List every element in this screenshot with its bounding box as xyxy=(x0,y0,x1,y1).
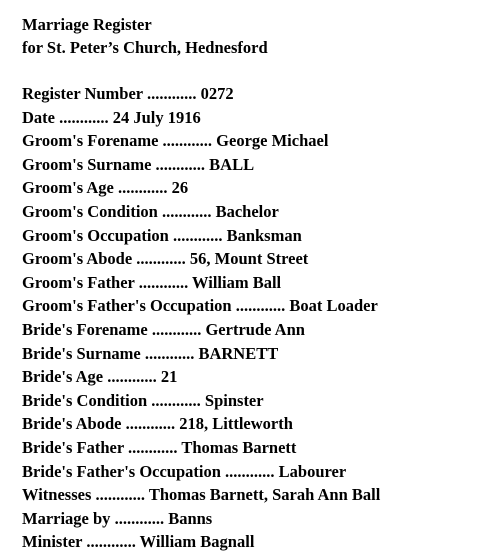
entry-value: William Bagnall xyxy=(139,532,255,552)
entry-label: Bride's Forename xyxy=(22,319,148,339)
entry-value: 218, Littleworth xyxy=(179,414,293,434)
entry-value: 56, Mount Street xyxy=(189,249,309,269)
entry-register-number xyxy=(22,82,492,106)
entry-groom-forename xyxy=(22,129,492,153)
entry-label: Bride's Condition xyxy=(22,390,148,410)
entry-marriage-by xyxy=(22,507,492,531)
entry-bride-age xyxy=(22,365,492,389)
entry-label: Marriage by xyxy=(22,508,111,528)
entry-value: Banns xyxy=(168,508,213,528)
entry-value: George Michael xyxy=(216,131,329,151)
entry-separator: ............ xyxy=(136,249,186,269)
entry-label: Groom's Occupation xyxy=(22,225,169,245)
entry-separator: ............ xyxy=(151,390,201,410)
entry-bride-forename xyxy=(22,318,492,342)
entry-value: Thomas Barnett, Sarah Ann Ball xyxy=(148,485,381,505)
entry-groom-condition xyxy=(22,200,492,224)
entry-bride-condition xyxy=(22,389,492,413)
entry-bride-abode xyxy=(22,412,492,436)
entry-separator: ............ xyxy=(59,107,109,127)
document-subtitle: for St. Peter’s Church, Hednesford xyxy=(22,38,268,57)
entry-value: Banksman xyxy=(226,225,302,245)
entry-value: Boat Loader xyxy=(289,296,378,316)
entry-bride-father-occupation xyxy=(22,460,492,484)
entry-bride-surname xyxy=(22,342,492,366)
entry-separator: ............ xyxy=(86,532,136,552)
entry-value: 26 xyxy=(171,178,189,198)
entry-label: Groom's Condition xyxy=(22,201,158,221)
entry-separator: ............ xyxy=(95,485,145,505)
entry-label: Groom's Father's Occupation xyxy=(22,296,232,316)
entry-value: BALL xyxy=(209,154,255,174)
entry-separator: ............ xyxy=(161,201,212,221)
entry-label: Groom's Father xyxy=(22,272,135,292)
entry-label: Groom's Abode xyxy=(22,249,133,269)
entry-bride-father xyxy=(22,436,492,460)
entry-separator: ............ xyxy=(235,296,286,316)
entry-label: Bride's Surname xyxy=(22,343,141,363)
entry-value: BARNETT xyxy=(198,343,279,363)
title-spacer xyxy=(22,59,492,82)
entry-separator: ............ xyxy=(125,414,176,434)
entry-separator: ............ xyxy=(144,343,195,363)
entry-separator: ............ xyxy=(138,272,189,292)
entry-separator: ............ xyxy=(146,84,197,103)
entry-separator: ............ xyxy=(172,225,223,245)
entry-groom-abode xyxy=(22,247,492,271)
entry-witnesses xyxy=(22,483,492,507)
entry-label: Bride's Age xyxy=(22,367,104,387)
entry-separator: ............ xyxy=(107,367,157,387)
entry-label: Groom's Surname xyxy=(22,154,152,174)
entry-value: Bachelor xyxy=(215,201,279,221)
entry-label: Register Number xyxy=(22,84,143,103)
entry-separator: ............ xyxy=(114,508,165,528)
entry-value: 0272 xyxy=(200,84,234,103)
entry-value: Spinster xyxy=(204,390,264,410)
entry-label: Groom's Forename xyxy=(22,131,159,151)
entry-value: William Ball xyxy=(192,272,282,292)
entry-value: Thomas Barnett xyxy=(181,437,297,457)
entry-separator: ............ xyxy=(128,437,178,457)
entry-separator: ............ xyxy=(151,319,202,339)
entry-separator: ............ xyxy=(155,154,206,174)
entry-groom-age xyxy=(22,176,492,200)
entry-groom-occupation xyxy=(22,224,492,248)
entry-groom-father xyxy=(22,271,492,295)
entry-label: Bride's Father xyxy=(22,437,124,457)
document-title: Marriage Register xyxy=(22,15,152,34)
entry-separator: ............ xyxy=(162,131,213,151)
entry-label: Date xyxy=(22,107,55,127)
entry-separator: ............ xyxy=(117,178,168,198)
entry-value: 21 xyxy=(160,367,178,387)
entry-value: Labourer xyxy=(278,461,347,481)
entry-value: Gertrude Ann xyxy=(205,319,305,339)
marriage-register-document xyxy=(22,13,492,554)
entry-label: Bride's Abode xyxy=(22,414,122,434)
entry-groom-father-occupation xyxy=(22,294,492,318)
entry-date xyxy=(22,106,492,130)
entry-separator: ............ xyxy=(225,461,275,481)
entry-label: Groom's Age xyxy=(22,178,114,198)
entry-label: Witnesses xyxy=(22,485,92,505)
entry-groom-surname xyxy=(22,153,492,177)
entry-label: Minister xyxy=(22,532,83,552)
entry-label: Bride's Father's Occupation xyxy=(22,461,221,481)
entry-value: 24 July 1916 xyxy=(112,107,201,127)
entry-minister xyxy=(22,530,492,554)
